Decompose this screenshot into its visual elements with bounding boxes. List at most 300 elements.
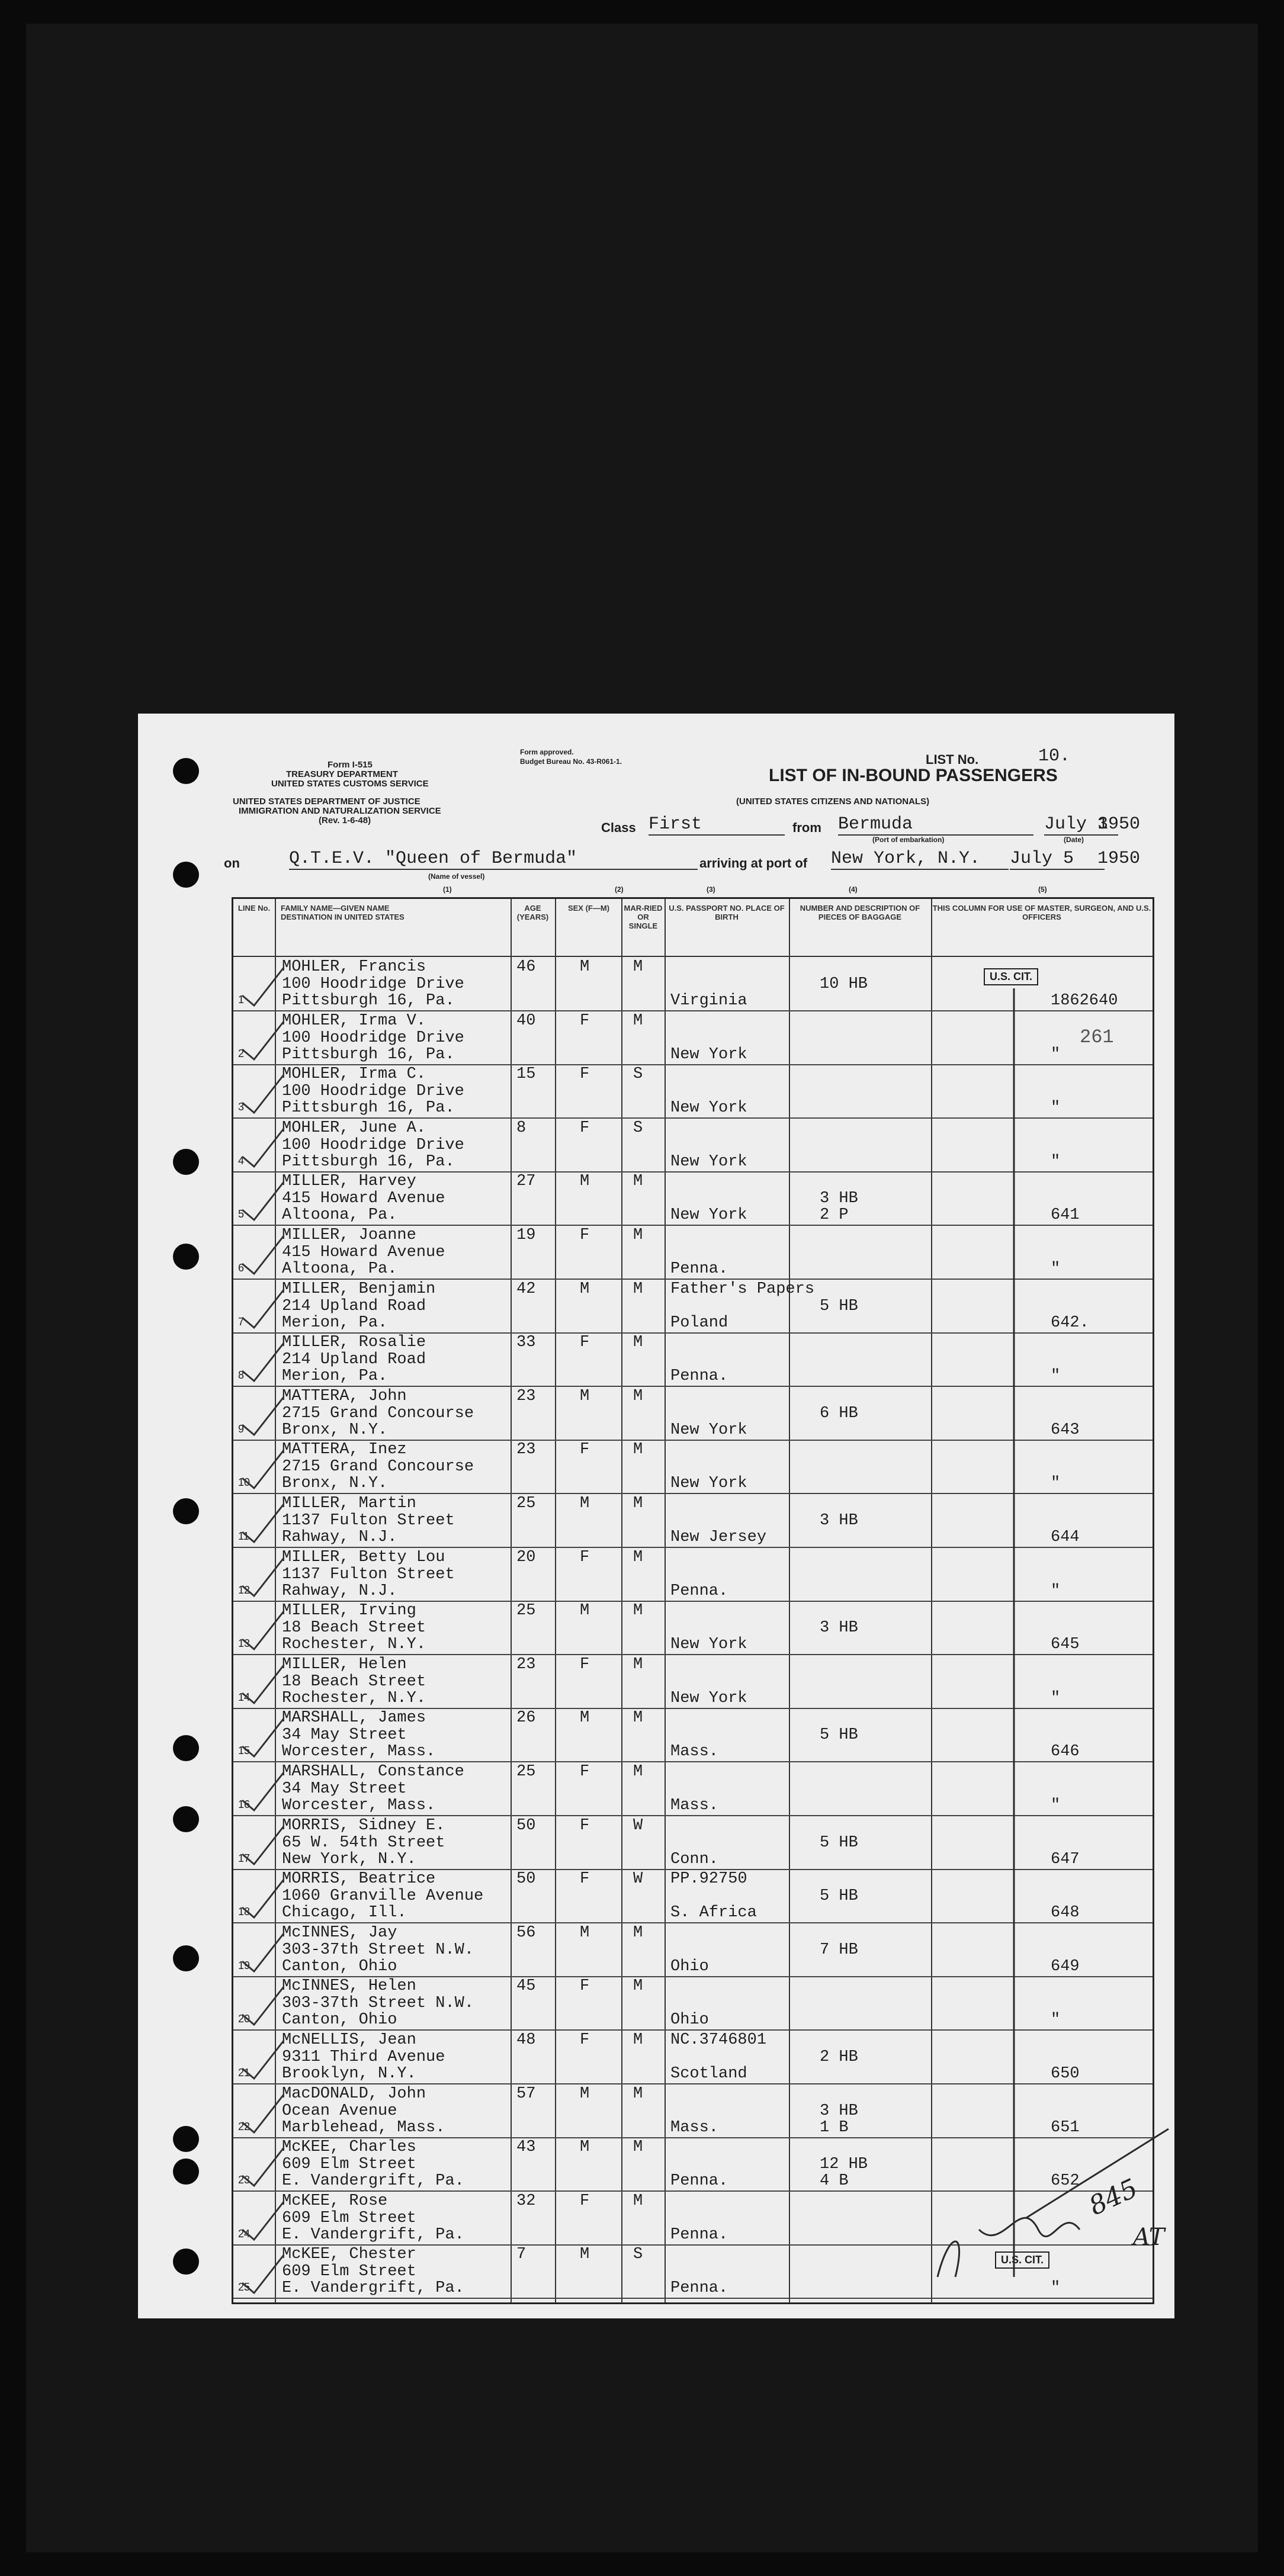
address-city: Pittsburgh 16, Pa. (282, 1099, 455, 1117)
table-row (233, 2030, 1153, 2084)
officer-notation: " (1051, 1367, 1061, 1386)
address-street: 18 Beach Street (282, 1619, 426, 1637)
marital-status: S (633, 1119, 643, 1137)
officer-notation: " (1051, 2011, 1061, 2029)
table-row (233, 1171, 1153, 1226)
arriving-label: arriving at port of (699, 856, 808, 871)
age: 46 (516, 958, 536, 976)
sex: M (580, 2246, 590, 2264)
stamp-number: 261 (1080, 1026, 1114, 1048)
baggage-line1: 7 HB (820, 1941, 858, 1959)
address-city: Marblehead, Mass. (282, 2118, 445, 2137)
check-mark-icon (239, 1231, 287, 1279)
marital-status: M (633, 1226, 643, 1244)
age: 42 (516, 1280, 536, 1298)
table-row (233, 2084, 1153, 2138)
sex: F (580, 1011, 590, 1030)
list-number-label: LIST No. (926, 752, 979, 767)
age: 40 (516, 1011, 536, 1030)
passport-number: NC.3746801 (670, 2031, 767, 2049)
age: 27 (516, 1173, 536, 1191)
line-number: 9 (238, 1422, 245, 1435)
line-number: 13 (238, 1637, 251, 1650)
place-of-birth: New Jersey (670, 1528, 767, 1546)
date-caption: (Date) (1064, 836, 1084, 844)
line-number: 21 (238, 2067, 251, 2079)
check-mark-icon (239, 2250, 287, 2298)
officer-notation: 647 (1051, 1850, 1080, 1868)
place-of-birth: Penna. (670, 2172, 728, 2190)
age: 56 (516, 1923, 536, 1942)
sex: M (580, 958, 590, 976)
form-approved: Form approved. (520, 748, 574, 756)
punch-hole (173, 1806, 199, 1832)
address-street: 415 Howard Avenue (282, 1244, 445, 1261)
agency-ins: IMMIGRATION AND NATURALIZATION SERVICE (239, 806, 441, 816)
header-sex: SEX (F—M) (567, 904, 610, 913)
officer-notation: 643 (1051, 1421, 1080, 1439)
handwritten-initials: AT (1133, 2224, 1165, 2251)
check-mark-icon (239, 963, 287, 1010)
line-number: 14 (238, 1691, 251, 1703)
officer-notation: " (1051, 1099, 1061, 1117)
punch-hole (173, 1244, 199, 1270)
line-number: 6 (238, 1262, 245, 1274)
list-number: 10. (1038, 746, 1071, 766)
page-title: LIST OF IN-BOUND PASSENGERS (769, 766, 1058, 785)
check-mark-icon (239, 1392, 287, 1440)
address-city: E. Vandergrift, Pa. (282, 2279, 464, 2298)
form-revision: (Rev. 1-6-48) (319, 815, 371, 826)
header-name: FAMILY NAME—GIVEN NAME DESTINATION IN UNITED STATES (281, 904, 405, 921)
table-row (233, 1332, 1153, 1387)
place-of-birth: Penna. (670, 1582, 728, 1600)
place-of-birth: Poland (670, 1313, 728, 1332)
place-of-birth: Mass. (670, 2118, 719, 2137)
table-row (233, 1011, 1153, 1065)
address-city: Rahway, N.J. (282, 1528, 397, 1546)
address-city: Rochester, N.Y. (282, 1636, 426, 1654)
age: 7 (516, 2246, 527, 2264)
manifest-sheet (138, 714, 1174, 2318)
sex: M (580, 1602, 590, 1620)
place-of-birth: Scotland (670, 2065, 747, 2083)
officer-notation: " (1051, 1689, 1061, 1707)
marital-status: M (633, 2031, 643, 2049)
sex: M (580, 2084, 590, 2103)
check-mark-icon (239, 1875, 287, 1922)
line-number: 22 (238, 2120, 251, 2132)
check-mark-icon (239, 1929, 287, 1976)
table-row (233, 1976, 1153, 2031)
passenger-name: McKEE, Rose (282, 2192, 388, 2210)
table-row (233, 1869, 1153, 1923)
baggage-line2: 1 B (820, 2118, 849, 2137)
check-mark-icon (239, 1017, 287, 1064)
age: 26 (516, 1709, 536, 1727)
address-city: Canton, Ohio (282, 2011, 397, 2029)
table-row (233, 1708, 1153, 1762)
address-street: 609 Elm Street (282, 2156, 416, 2174)
sex: F (580, 1763, 590, 1781)
passenger-name: MILLER, Rosalie (282, 1334, 426, 1352)
from-label: from (792, 820, 821, 835)
sex: M (580, 1495, 590, 1512)
age: 25 (516, 1763, 536, 1781)
header-age: AGE (YEARS) (516, 904, 549, 921)
check-mark-icon (239, 1768, 287, 1815)
baggage-line1: 5 HB (820, 1726, 858, 1745)
line-number: 10 (238, 1476, 251, 1489)
agency-customs: UNITED STATES CUSTOMS SERVICE (271, 779, 429, 789)
port-embark-caption: (Port of embarkation) (872, 836, 945, 844)
address-city: E. Vandergrift, Pa. (282, 2172, 464, 2190)
class-label: Class (601, 820, 636, 835)
sex: M (580, 2138, 590, 2157)
sex: M (580, 1923, 590, 1942)
line-number: 8 (238, 1369, 245, 1382)
line-number: 15 (238, 1745, 251, 1757)
line-number: 16 (238, 1798, 251, 1810)
table-row (233, 1386, 1153, 1441)
officer-notation: 651 (1051, 2118, 1080, 2137)
place-of-birth: New York (670, 1421, 747, 1439)
table-row (233, 1225, 1153, 1280)
officer-notation: " (1051, 2279, 1061, 2298)
sex: M (580, 1280, 590, 1298)
punch-hole (173, 1498, 199, 1524)
officer-notation: " (1051, 1045, 1061, 1064)
header-officers: THIS COLUMN FOR USE OF MASTER, SURGEON, AND U.S. OFFICERS (932, 904, 1151, 921)
address-city: Worcester, Mass. (282, 1797, 436, 1814)
page-subtitle: (UNITED STATES CITIZENS AND NATIONALS) (736, 796, 930, 807)
budget-bureau: Budget Bureau No. 43-R061-1. (520, 757, 622, 766)
address-city: Rahway, N.J. (282, 1582, 397, 1600)
marital-status: M (633, 2138, 643, 2157)
officer-notation: 652 (1051, 2172, 1080, 2190)
check-mark-icon (239, 1607, 287, 1654)
punch-hole (173, 2249, 199, 2275)
passenger-name: MILLER, Irving (282, 1602, 416, 1620)
check-mark-icon (239, 1982, 287, 2029)
baggage-line1: 3 HB (820, 2102, 858, 2120)
sex: F (580, 2192, 590, 2210)
baggage-line1: 12 HB (820, 2156, 868, 2174)
officer-notation: 644 (1051, 1528, 1080, 1546)
punch-hole (173, 758, 199, 784)
place-of-birth: New York (670, 1636, 747, 1654)
age: 25 (516, 1602, 536, 1620)
passenger-name: MILLER, Benjamin (282, 1280, 436, 1298)
age: 32 (516, 2192, 536, 2210)
address-street: 9311 Third Avenue (282, 2048, 445, 2066)
age: 45 (516, 1977, 536, 1996)
passenger-name: MOHLER, Irma V. (282, 1011, 426, 1030)
address-street: 214 Upland Road (282, 1351, 426, 1369)
line-number: 3 (238, 1101, 245, 1113)
check-mark-icon (239, 1285, 287, 1332)
sex: F (580, 1065, 590, 1084)
sex: M (580, 1387, 590, 1405)
port-of-embarkation: Bermuda (838, 814, 1033, 836)
marital-status: W (633, 1870, 643, 1888)
marital-status: S (633, 1065, 643, 1084)
line-number: 12 (238, 1583, 251, 1596)
header-line: LINE No. (237, 904, 271, 913)
address-street: 100 Hoodridge Drive (282, 1083, 464, 1101)
marital-status: M (633, 1387, 643, 1405)
punch-hole (173, 1149, 199, 1175)
line-number: 1 (238, 994, 245, 1006)
address-city: Merion, Pa. (282, 1367, 388, 1386)
passenger-name: McINNES, Helen (282, 1977, 416, 1996)
address-street: 303-37th Street N.W. (282, 1941, 474, 1959)
address-city: Bronx, N.Y. (282, 1475, 388, 1493)
sex: F (580, 1548, 590, 1566)
table-row (233, 1440, 1153, 1494)
passenger-name: MATTERA, John (282, 1387, 407, 1405)
passenger-name: MORRIS, Sidney E. (282, 1816, 445, 1835)
passenger-name: MILLER, Helen (282, 1655, 407, 1674)
handwritten-note: 845 (1084, 2173, 1142, 2222)
officer-notation: 649 (1051, 1957, 1080, 1976)
baggage-line1: 5 HB (820, 1833, 858, 1852)
sex: M (580, 1173, 590, 1191)
passenger-name: MILLER, Martin (282, 1495, 416, 1512)
embark-year: 1950 (1097, 814, 1141, 834)
age: 15 (516, 1065, 536, 1084)
line-number: 4 (238, 1154, 245, 1167)
passenger-name: MATTERA, Inez (282, 1441, 407, 1459)
sex: F (580, 1977, 590, 1996)
line-number: 25 (238, 2281, 251, 2294)
address-city: Pittsburgh 16, Pa. (282, 992, 455, 1010)
officer-notation: 645 (1051, 1636, 1080, 1654)
age: 43 (516, 2138, 536, 2157)
passenger-name: McNELLIS, Jean (282, 2031, 416, 2049)
check-mark-icon (239, 1714, 287, 1761)
address-city: Bronx, N.Y. (282, 1421, 388, 1439)
address-street: 303-37th Street N.W. (282, 1994, 474, 2013)
place-of-birth: Penna. (670, 1367, 728, 1386)
baggage-line1: 5 HB (820, 1887, 858, 1906)
age: 23 (516, 1441, 536, 1459)
sex: F (580, 2031, 590, 2049)
header-married: MAR-RIED OR SINGLE (624, 904, 663, 930)
place-of-birth: Ohio (670, 2011, 709, 2029)
place-of-birth: Mass. (670, 1797, 719, 1814)
passenger-table (232, 897, 1154, 2304)
baggage-line1: 3 HB (820, 1190, 858, 1208)
place-of-birth: S. Africa (670, 1904, 757, 1922)
table-row (233, 1547, 1153, 1602)
baggage-line2: 2 P (820, 1206, 849, 1225)
check-mark-icon (239, 1338, 287, 1386)
address-street: 65 W. 54th Street (282, 1833, 445, 1852)
table-row (233, 1923, 1153, 1977)
passenger-name: MacDONALD, John (282, 2084, 426, 2103)
check-mark-icon (239, 2090, 287, 2137)
address-city: Altoona, Pa. (282, 1206, 397, 1225)
table-row (233, 1493, 1153, 1548)
line-number: 24 (238, 2227, 251, 2240)
address-street: 1060 Granville Avenue (282, 1887, 484, 1906)
age: 23 (516, 1387, 536, 1405)
marital-status: M (633, 1280, 643, 1298)
address-street: Ocean Avenue (282, 2102, 397, 2120)
address-street: 2715 Grand Concourse (282, 1458, 474, 1476)
passenger-name: McKEE, Charles (282, 2138, 416, 2157)
table-row (233, 1816, 1153, 1870)
us-citizen-stamp-bottom: U.S. CIT. (995, 2251, 1049, 2269)
table-row (233, 2191, 1153, 2246)
place-of-birth: Penna. (670, 2225, 728, 2244)
officer-notation: " (1051, 1152, 1061, 1171)
line-number: 18 (238, 1906, 251, 1918)
place-of-birth: New York (670, 1045, 747, 1064)
line-number: 17 (238, 1852, 251, 1864)
punch-hole (173, 1945, 199, 1971)
passenger-name: MILLER, Betty Lou (282, 1548, 445, 1566)
check-mark-icon (239, 2143, 287, 2190)
place-of-birth: New York (670, 1206, 747, 1225)
address-street: 1137 Fulton Street (282, 1565, 455, 1583)
check-mark-icon (239, 2036, 287, 2083)
sex: F (580, 1226, 590, 1244)
place-of-birth: Penna. (670, 2279, 728, 2298)
marital-status: M (633, 1011, 643, 1030)
sex: F (580, 1870, 590, 1888)
line-number: 23 (238, 2174, 251, 2186)
age: 57 (516, 2084, 536, 2103)
passenger-name: MARSHALL, Constance (282, 1763, 464, 1781)
marital-status: M (633, 1977, 643, 1996)
check-mark-icon (239, 1553, 287, 1601)
address-street: 2715 Grand Concourse (282, 1404, 474, 1422)
col-num-5: (5) (1038, 885, 1047, 894)
passenger-name: McINNES, Jay (282, 1923, 397, 1942)
line-number: 11 (238, 1530, 249, 1542)
header-passport: U.S. PASSPORT NO. PLACE OF BIRTH (669, 904, 785, 921)
baggage-line2: 4 B (820, 2172, 849, 2190)
age: 8 (516, 1119, 527, 1137)
on-label: on (224, 856, 240, 871)
col-num-1: (1) (443, 885, 452, 894)
age: 25 (516, 1495, 536, 1512)
passport-number: PP.92750 (670, 1870, 747, 1888)
marital-status: M (633, 1548, 643, 1566)
address-city: Worcester, Mass. (282, 1743, 436, 1761)
class-value: First (649, 814, 785, 836)
table-row (233, 1118, 1153, 1173)
check-mark-icon (239, 1070, 287, 1117)
address-street: 609 Elm Street (282, 2263, 416, 2281)
form-number: Form I-515 (328, 760, 373, 770)
passenger-name: MOHLER, Irma C. (282, 1065, 426, 1084)
officer-notation: 641 (1051, 1206, 1080, 1225)
baggage-line1: 3 HB (820, 1619, 858, 1637)
check-mark-icon (239, 1124, 287, 1171)
address-street: 18 Beach Street (282, 1672, 426, 1691)
marital-status: S (633, 2246, 643, 2264)
check-mark-icon (239, 2197, 287, 2244)
officer-notation: 650 (1051, 2065, 1080, 2083)
address-city: New York, N.Y. (282, 1850, 416, 1868)
line-number: 5 (238, 1208, 245, 1220)
address-city: Brooklyn, N.Y. (282, 2065, 416, 2083)
punch-hole (173, 2159, 199, 2185)
place-of-birth: New York (670, 1475, 747, 1493)
marital-status: M (633, 958, 643, 976)
address-street: 34 May Street (282, 1780, 407, 1798)
address-street: 100 Hoodridge Drive (282, 1029, 464, 1047)
address-street: 34 May Street (282, 1726, 407, 1745)
age: 50 (516, 1816, 536, 1835)
age: 23 (516, 1655, 536, 1674)
punch-hole (173, 2126, 199, 2152)
officer-notation: " (1051, 1797, 1061, 1814)
address-city: Chicago, Ill. (282, 1904, 407, 1922)
officer-notation: " (1051, 1260, 1061, 1278)
passenger-name: MORRIS, Beatrice (282, 1870, 436, 1888)
sex: F (580, 1816, 590, 1835)
address-street: 609 Elm Street (282, 2209, 416, 2227)
header-baggage: NUMBER AND DESCRIPTION OF PIECES OF BAGGAGE (800, 904, 920, 921)
port-of-arrival: New York, N.Y. (831, 849, 1009, 870)
marital-status: W (633, 1816, 643, 1835)
place-of-birth: New York (670, 1152, 747, 1171)
age: 20 (516, 1548, 536, 1566)
sex: M (580, 1709, 590, 1727)
age: 48 (516, 2031, 536, 2049)
passenger-name: MILLER, Joanne (282, 1226, 416, 1244)
baggage-line1: 3 HB (820, 1512, 858, 1530)
officer-notation: " (1051, 1582, 1061, 1600)
place-of-birth: New York (670, 1099, 747, 1117)
arrival-date: July 5 (1010, 849, 1105, 870)
col-num-3: (3) (707, 885, 715, 894)
address-street: 1137 Fulton Street (282, 1512, 455, 1530)
sex: F (580, 1334, 590, 1352)
place-of-birth: Conn. (670, 1850, 719, 1868)
address-city: Pittsburgh 16, Pa. (282, 1152, 455, 1171)
agency-treasury: TREASURY DEPARTMENT (286, 769, 398, 779)
place-of-birth: New York (670, 1689, 747, 1707)
marital-status: M (633, 1495, 643, 1512)
place-of-birth: Ohio (670, 1957, 709, 1976)
age: 19 (516, 1226, 536, 1244)
table-row (233, 1762, 1153, 1816)
punch-hole (173, 1735, 199, 1761)
baggage-line1: 10 HB (820, 975, 868, 993)
marital-status: M (633, 1602, 643, 1620)
officer-notation: 646 (1051, 1743, 1080, 1761)
address-street: 415 Howard Avenue (282, 1190, 445, 1208)
punch-hole (173, 862, 199, 888)
address-street: 100 Hoodridge Drive (282, 975, 464, 993)
sex: F (580, 1441, 590, 1459)
us-citizen-stamp: U.S. CIT. (984, 968, 1038, 985)
age: 50 (516, 1870, 536, 1888)
table-row (233, 1601, 1153, 1655)
place-of-birth: Mass. (670, 1743, 719, 1761)
col-num-4: (4) (849, 885, 858, 894)
marital-status: M (633, 1763, 643, 1781)
passenger-name: MOHLER, June A. (282, 1119, 426, 1137)
address-street: 100 Hoodridge Drive (282, 1136, 464, 1154)
officer-notation: 642. (1051, 1313, 1089, 1332)
marital-status: M (633, 1655, 643, 1674)
